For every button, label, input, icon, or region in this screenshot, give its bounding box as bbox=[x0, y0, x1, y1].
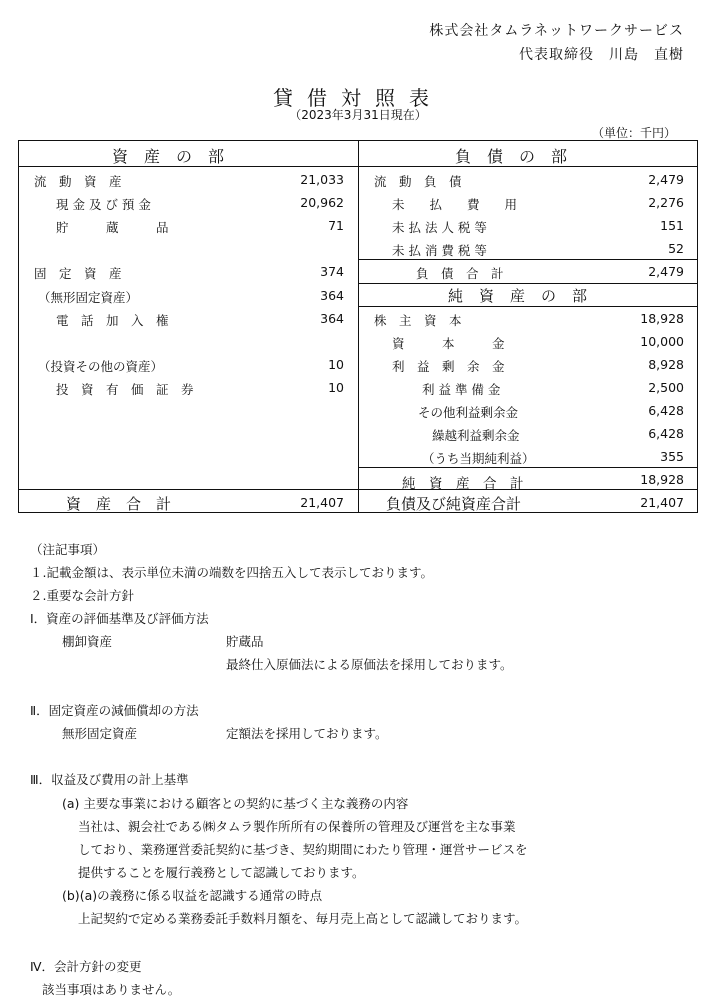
note-line: Ⅲ．収益及び費用の計上基準 bbox=[30, 772, 189, 787]
asset-label: 投 資 有 価 証 券 bbox=[56, 382, 194, 397]
note-line: Ⅳ．会計方針の変更 bbox=[30, 959, 142, 974]
net-asset-value: 6,428 bbox=[648, 403, 684, 418]
unit-label: （単位：千円） bbox=[591, 126, 676, 140]
net-asset-value: 10,000 bbox=[640, 334, 684, 349]
note-line: １.記載金額は、表示単位未満の端数を四捨五入して表示しております。 bbox=[30, 565, 433, 580]
note-line: 定額法を採用しております。 bbox=[226, 726, 388, 741]
asset-value: 10 bbox=[328, 357, 344, 372]
note-line: 提供することを履行義務として認識しております。 bbox=[78, 865, 365, 880]
liability-total-top bbox=[358, 259, 698, 260]
asset-label: 電 話 加 入 権 bbox=[56, 313, 169, 328]
asset-value: 364 bbox=[320, 288, 344, 303]
liability-total-label: 負 債 合 計 bbox=[416, 266, 504, 281]
liability-value: 52 bbox=[668, 241, 684, 256]
note-line: しており、業務運営委託契約に基づき、契約期間にわたり管理・運営サービスを bbox=[78, 842, 528, 857]
asset-label: （投資その他の資産） bbox=[38, 359, 164, 374]
net-asset-label: 利 益 剰 余 金 bbox=[392, 359, 505, 374]
note-line: (a) 主要な事業における顧客との契約に基づく主な義務の内容 bbox=[62, 796, 409, 811]
asset-label: （無形固定資産） bbox=[38, 290, 139, 305]
net-assets-heading-top bbox=[358, 283, 698, 284]
notes-heading: （注記事項） bbox=[30, 542, 106, 557]
liability-label: 流 動 負 債 bbox=[374, 174, 462, 189]
net-assets-heading: 純資産の部 bbox=[448, 287, 604, 305]
asset-value: 20,962 bbox=[300, 195, 344, 210]
grand-total-value: 21,407 bbox=[640, 495, 684, 510]
net-asset-value: 18,928 bbox=[640, 311, 684, 326]
note-line: 無形固定資産 bbox=[62, 726, 138, 741]
note-line: ２.重要な会計方針 bbox=[30, 588, 134, 603]
assets-total-label: 資 産 合 計 bbox=[66, 495, 172, 513]
grand-total-label: 負債及び純資産合計 bbox=[386, 495, 522, 513]
as-of-date: （2023年3月31日現在） bbox=[289, 108, 427, 122]
asset-value: 21,033 bbox=[300, 172, 344, 187]
net-asset-label: その他利益剰余金 bbox=[418, 405, 519, 420]
note-line: 当社は、親会社である㈱タムラ製作所所有の保養所の管理及び運営を主な事業 bbox=[78, 819, 516, 834]
liability-label: 未 払 費 用 bbox=[392, 197, 518, 212]
asset-value: 71 bbox=[328, 218, 344, 233]
representative: 代表取締役 川島 直樹 bbox=[519, 47, 684, 63]
liability-label: 未 払 消 費 税 等 bbox=[392, 243, 487, 258]
note-line: 該当事項はありません。 bbox=[42, 982, 181, 997]
asset-value: 374 bbox=[320, 264, 344, 279]
company-name: 株式会社タムラネットワークサービス bbox=[429, 23, 684, 39]
liability-label: 未 払 法 人 税 等 bbox=[392, 220, 487, 235]
net-assets-total-label: 純 資 産 合 計 bbox=[402, 476, 524, 492]
net-assets-total-value: 18,928 bbox=[640, 472, 684, 487]
net-asset-value: 355 bbox=[660, 449, 684, 464]
net-assets-heading-bottom bbox=[358, 306, 698, 307]
net-asset-label: （うち当期純利益） bbox=[422, 451, 535, 466]
assets-total-value: 21,407 bbox=[300, 495, 344, 510]
liability-value: 2,276 bbox=[648, 195, 684, 210]
asset-label: 貯 蔵 品 bbox=[56, 220, 169, 235]
note-line: 棚卸資産 bbox=[62, 634, 113, 649]
liabilities-heading: 負債の部 bbox=[455, 147, 584, 166]
liability-value: 151 bbox=[660, 218, 684, 233]
note-line: 最終仕入原価法による原価法を採用しております。 bbox=[226, 657, 513, 672]
column-divider bbox=[358, 140, 359, 513]
note-line: (b)(a)の義務に係る収益を認識する通常の時点 bbox=[62, 888, 323, 903]
asset-value: 10 bbox=[328, 380, 344, 395]
asset-label: 固 定 資 産 bbox=[34, 266, 122, 281]
net-asset-label: 株 主 資 本 bbox=[374, 313, 462, 328]
net-asset-value: 2,500 bbox=[648, 380, 684, 395]
net-asset-label: 繰越利益剰余金 bbox=[432, 428, 520, 443]
note-line: 貯蔵品 bbox=[226, 634, 264, 649]
note-line: Ⅱ．固定資産の減価償却の方法 bbox=[30, 703, 199, 718]
liability-total-value: 2,479 bbox=[648, 264, 684, 279]
note-line: 上記契約で定める業務委託手数料月額を、毎月売上高として認識しております。 bbox=[78, 911, 528, 926]
page-title: 貸借対照表 bbox=[273, 86, 443, 110]
assets-heading: 資産の部 bbox=[112, 147, 241, 166]
total-divider bbox=[18, 489, 698, 490]
note-line: Ⅰ．資産の評価基準及び評価方法 bbox=[30, 611, 209, 626]
net-asset-value: 8,928 bbox=[648, 357, 684, 372]
liability-value: 2,479 bbox=[648, 172, 684, 187]
net-asset-label: 資 本 金 bbox=[392, 336, 505, 351]
asset-label: 現 金 及 び 預 金 bbox=[56, 197, 151, 212]
net-asset-value: 6,428 bbox=[648, 426, 684, 441]
asset-label: 流 動 資 産 bbox=[34, 174, 122, 189]
net-assets-total-top bbox=[358, 467, 698, 468]
net-asset-label: 利 益 準 備 金 bbox=[422, 382, 501, 397]
asset-value: 364 bbox=[320, 311, 344, 326]
